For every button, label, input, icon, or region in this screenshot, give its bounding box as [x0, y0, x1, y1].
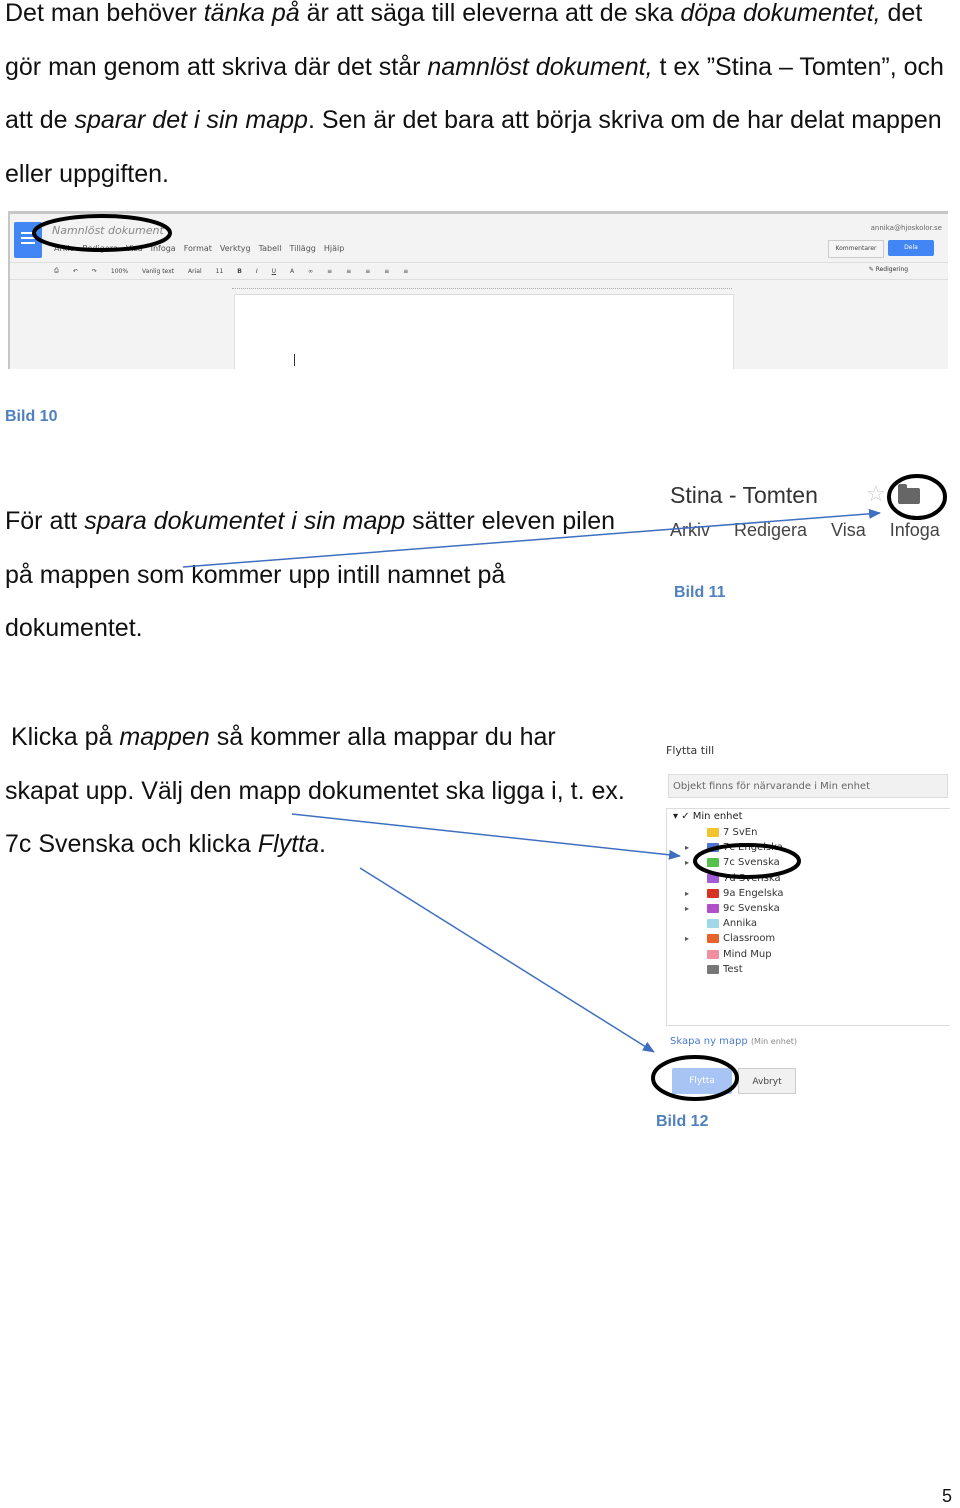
bullet-list-icon[interactable]: ≡ — [403, 267, 409, 275]
instruction-text: . — [319, 830, 326, 859]
folder-name: 7c Engelska — [723, 842, 783, 854]
folder-name: Classroom — [723, 933, 776, 945]
menu-item[interactable]: Redigera — [734, 520, 808, 540]
menu-item[interactable]: Infoga — [889, 520, 940, 540]
italic-icon[interactable]: I — [255, 267, 258, 275]
intro-emphasis: namnlöst dokument, — [427, 52, 653, 81]
highlight-ellipse-move-button — [653, 1057, 737, 1099]
menu-item[interactable]: Tillägg — [289, 244, 316, 253]
cancel-button[interactable]: Avbryt — [738, 1068, 796, 1094]
instruction-emphasis: spara dokumentet i sin mapp — [84, 507, 406, 535]
new-folder-label: Skapa ny mapp — [670, 1036, 748, 1047]
page-number: 5 — [942, 1486, 953, 1506]
expand-arrow-icon[interactable]: ▸ — [685, 904, 690, 913]
intro-text: . Sen är det bara att börja skriva om de har delat mappen eller uppgiften. — [5, 106, 942, 189]
instruction-emphasis: mappen — [119, 723, 210, 751]
new-folder-hint: (Min enhet) — [750, 1037, 798, 1046]
font-size-select[interactable]: 11 — [215, 267, 224, 275]
intro-text: är att säga till eleverna att de ska — [299, 0, 681, 27]
instruction-text: sätter eleven pilen på mappen som kommer upp intill namnet på dokumentet. — [5, 507, 616, 643]
highlight-ellipse-7c-svenska — [695, 845, 799, 877]
intro-text: t ex ”Stina – Tomten”, och att de — [5, 52, 944, 135]
expand-arrow-icon[interactable]: ▸ — [685, 888, 690, 898]
align-center-icon[interactable]: ≡ — [346, 267, 352, 275]
expand-arrow-icon[interactable]: ▸ — [685, 843, 690, 853]
intro-emphasis: tänka på — [203, 0, 300, 27]
bold-icon[interactable]: B — [237, 267, 242, 275]
redo-icon[interactable]: ↷ — [91, 267, 97, 275]
print-icon[interactable]: ⎙ — [54, 267, 59, 274]
tree-root-label: Min enhet — [692, 811, 743, 822]
folder-name: Annika — [723, 918, 758, 930]
expand-arrow-icon[interactable]: ▸ — [685, 934, 690, 944]
folder-name: 7 SvEn — [723, 827, 758, 838]
style-select[interactable]: Vanlig text — [142, 267, 175, 275]
editing-mode-label: Redigering — [875, 266, 908, 273]
menu-item[interactable]: Arkiv — [54, 244, 75, 253]
folder-name: 9a Engelska — [723, 887, 784, 899]
instruction-text: För att — [5, 507, 85, 535]
menu-item[interactable]: Arkiv — [670, 520, 710, 540]
instruction-text: Klicka på — [11, 723, 120, 751]
align-right-icon[interactable]: ≡ — [365, 267, 371, 275]
dialog-title: Flytta till — [666, 744, 715, 757]
menu-item[interactable]: Format — [183, 244, 212, 253]
current-location: Objekt finns för närvarande i Min enhet — [668, 774, 948, 798]
folder-name: 7d Svenska — [723, 872, 781, 884]
document-title[interactable]: Namnlöst dokument — [52, 224, 164, 237]
instruction-text: så kommer alla mappar du har skapat upp. Välj den mapp dokumentet ska ligga i, t. ex. 7c Svenska och klicka — [5, 723, 625, 859]
comments-button[interactable]: Kommentarer — [828, 240, 884, 258]
folder-name: 9c Svenska — [723, 903, 780, 914]
numbered-list-icon[interactable]: ≡ — [384, 267, 390, 275]
link-icon[interactable]: ∞ — [308, 267, 314, 275]
highlight-ellipse-folder — [889, 476, 945, 518]
zoom-select[interactable]: 100% — [110, 267, 129, 275]
editing-mode-select[interactable]: ✎ Redigering — [868, 266, 908, 273]
menu-item[interactable]: Redigera — [82, 244, 118, 253]
folder-name: Mind Mup — [723, 948, 772, 960]
menu-item[interactable]: Infoga — [150, 244, 176, 253]
account-email[interactable]: annika@hjoskolor.se — [870, 224, 942, 232]
menu-item[interactable]: Visa — [125, 244, 143, 253]
intro-emphasis: döpa dokumentet, — [680, 0, 881, 27]
expand-arrow-icon[interactable]: ▸ — [685, 858, 690, 868]
align-left-icon[interactable]: ≡ — [327, 267, 333, 275]
folder-name: 7c Svenska — [723, 857, 780, 869]
intro-emphasis: sparar det i sin mapp — [74, 106, 308, 135]
arrow-to-folder — [183, 513, 880, 567]
arrow-to-7c-svenska — [292, 814, 680, 859]
menu-item[interactable]: Tabell — [258, 244, 282, 253]
underline-icon[interactable]: U — [271, 267, 277, 275]
intro-text: det gör man genom att skriva där det står — [5, 0, 923, 81]
share-button[interactable]: Dela — [888, 240, 934, 256]
figure-caption: Bild 12 — [656, 1113, 709, 1130]
highlight-ellipse-title — [34, 216, 170, 250]
intro-text: Det man behöver — [5, 0, 204, 27]
tree-root[interactable]: ▾ ✓ Min enhet — [673, 811, 743, 822]
figure-caption: Bild 10 — [5, 408, 58, 425]
font-select[interactable]: Arial — [188, 267, 202, 275]
undo-icon[interactable]: ↶ — [72, 267, 78, 275]
menu-item[interactable]: Visa — [831, 520, 866, 540]
menu-item[interactable]: Verktyg — [219, 244, 251, 253]
text-color-icon[interactable]: A — [290, 267, 295, 275]
move-button[interactable]: Flytta — [672, 1068, 732, 1094]
document-name[interactable]: Stina - Tomten — [670, 482, 818, 508]
folder-name: Test — [723, 963, 743, 975]
star-icon[interactable]: ☆ — [866, 482, 886, 507]
arrow-to-move-button — [360, 868, 654, 1052]
menu-item[interactable]: Hjälp — [323, 244, 345, 253]
instruction-emphasis: Flytta — [257, 830, 320, 859]
figure-caption: Bild 11 — [674, 584, 726, 601]
